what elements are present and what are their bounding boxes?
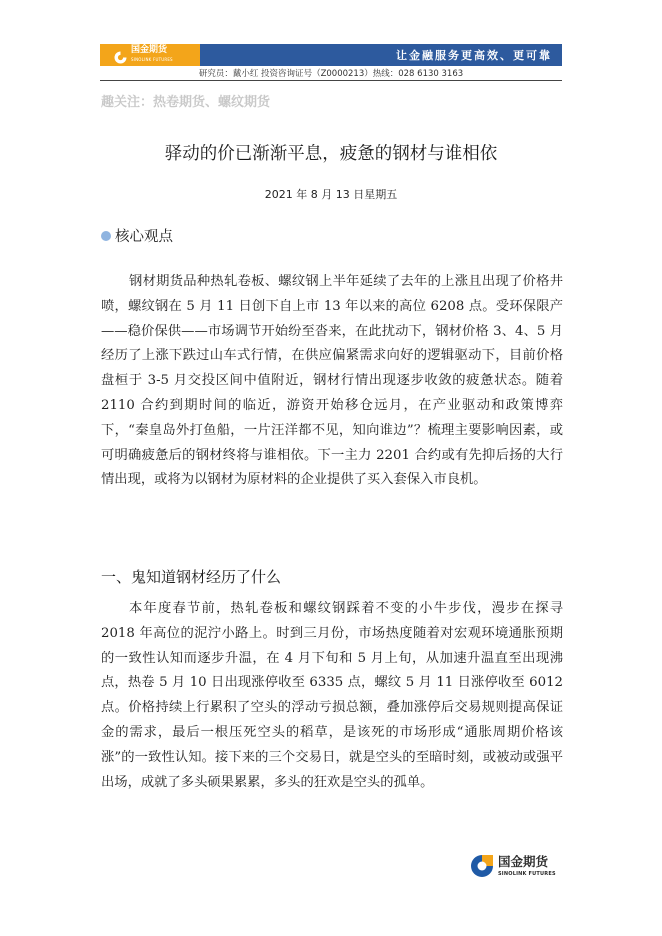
footer-logo-en: SINOLINK FUTURES	[498, 871, 556, 877]
header-logo	[100, 44, 200, 66]
analyst-contact: 研究员：戴小红 投资咨询证号（Z0000213）热线：028 6130 3163	[198, 69, 464, 79]
section-core-label: 核心观点	[115, 229, 173, 245]
logo-en-text: SINOLINK FUTURES	[131, 57, 173, 62]
logo-cn-text: 国金期货	[131, 45, 168, 55]
section-core-heading	[101, 225, 173, 246]
sinolink-logo-icon	[114, 49, 127, 62]
page-header	[100, 44, 562, 66]
footer-logo	[470, 852, 565, 884]
core-paragraph: 钢材期货品种热轧卷板、螺纹钢上半年延续了去年的上涨且出现了价格井喷，螺纹钢在 5 月 11 日创下自上市 13 年以来的高位 6208 点。受环保限产——稳价保供——市场调节开始纷至沓来，在此扰动下，钢材价格 3、4、5 月经历了上涨下跌过山车式行情，在供应偏紧需求向好的逻辑驱动下，目前价格盘桓于 3-5 月交投区间中值附近，钢材行情出现逐步收敛的疲惫状态。随着 2110 合约到期时间的临近，游资开始移仓远月，在产业驱动和政策博弈下，“秦皇岛外打鱼船，一片汪洋都不见，知向谁边”？梳理主要影响因素，或可明确疲惫后的钢材终将与谁相依。下一主力 2201 合约或有先抑后扬的大行情出现，或将为以钢材为原材料的企业提供了买入套保入市良机。	[101, 274, 563, 488]
section-one-paragraph: 本年度春节前，热轧卷板和螺纹钢踩着不变的小牛步伐，漫步在探寻 2018 年高位的泥泞小路上。时到三月份，市场热度随着对宏观环境通胀预期的一致性认知而逐步升温，在 4 月下旬和 5 月上旬，从加速升温直至出现沸点，热卷 5 月 10 日出现涨停收至 6335 点，螺纹 5 月 11 日涨停收至 6012 点。价格持续上行累积了空头的浮动亏损总额，叠加涨停后交易规则提高保证金的需求，最后一根压死空头的稻草，是该死的市场形成“通胀周期价格该涨”的一致性认知。接下来的三个交易日，就是空头的至暗时刻，或被动或强平出场，成就了多头硕果累累，多头的狂欢是空头的孤单。	[101, 601, 563, 790]
page-title: 驿动的价已渐渐平息，疲惫的钢材与谁相依	[164, 144, 498, 164]
section-one-heading: 一、鬼知道钢材经历了什么	[101, 568, 282, 586]
footer-logo-cn: 国金期货	[498, 854, 549, 869]
bullet-dot-icon	[101, 231, 111, 241]
sinolink-footer-logo-icon	[470, 854, 494, 882]
slogan-bar: 让金融服务更高效、更可靠	[200, 44, 562, 66]
header-divider	[100, 80, 562, 81]
report-date: 2021 年 8 月 13 日星期五	[264, 188, 398, 201]
focus-line: 趣关注：热卷期货、螺纹期货	[101, 95, 271, 110]
